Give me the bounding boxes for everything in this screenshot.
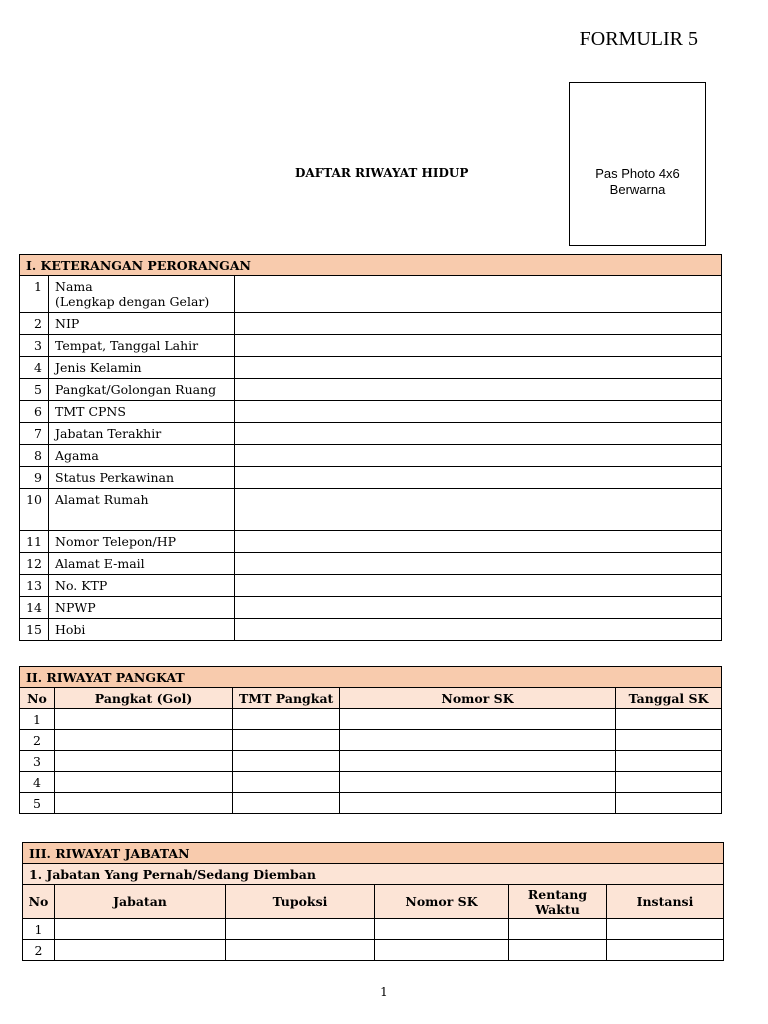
table-row (20, 276, 722, 313)
row-number: 5 (20, 379, 49, 401)
field-value-cell[interactable] (235, 575, 722, 597)
row-number: 14 (20, 597, 49, 619)
data-cell[interactable] (375, 919, 509, 940)
data-cell[interactable] (233, 709, 340, 730)
field-label (49, 401, 235, 423)
field-value-cell[interactable] (235, 597, 722, 619)
field-value-cell[interactable] (235, 489, 722, 531)
data-cell[interactable] (509, 940, 607, 961)
table-row (20, 793, 722, 814)
data-cell[interactable] (340, 751, 616, 772)
rank-history-table (19, 666, 722, 814)
data-cell[interactable] (55, 919, 226, 940)
field-value-cell[interactable] (235, 379, 722, 401)
field-label (49, 553, 235, 575)
field-label (49, 531, 235, 553)
field-label-note: (Lengkap dengan Gelar) (55, 294, 210, 309)
row-number: 3 (20, 751, 55, 772)
table-row (20, 357, 722, 379)
row-number: 2 (20, 730, 55, 751)
data-cell[interactable] (226, 940, 375, 961)
column-header: No (23, 885, 55, 919)
field-label (49, 313, 235, 335)
table-row (20, 423, 722, 445)
table-row (23, 940, 724, 961)
row-number: 12 (20, 553, 49, 575)
row-number: 2 (20, 313, 49, 335)
field-label-text: Nomor Telepon/HP (55, 534, 177, 549)
personal-info-table (19, 254, 722, 641)
field-label (49, 335, 235, 357)
row-number: 15 (20, 619, 49, 641)
field-value-cell[interactable] (235, 553, 722, 575)
field-value-cell[interactable] (235, 313, 722, 335)
field-value-cell[interactable] (235, 531, 722, 553)
column-header: No (20, 688, 55, 709)
table-row (20, 445, 722, 467)
table-row (20, 489, 722, 531)
column-header: Rentang Waktu (509, 885, 607, 919)
column-header: Nomor SK (375, 885, 509, 919)
data-cell[interactable] (233, 793, 340, 814)
section-3-heading: III. RIWAYAT JABATAN (23, 843, 724, 864)
row-number: 1 (23, 919, 55, 940)
row-number: 4 (20, 772, 55, 793)
data-cell[interactable] (340, 793, 616, 814)
field-label (49, 379, 235, 401)
table-row (20, 467, 722, 489)
field-value-cell[interactable] (235, 619, 722, 641)
data-cell[interactable] (616, 730, 722, 751)
field-label-text: Agama (55, 448, 99, 463)
field-value-cell[interactable] (235, 445, 722, 467)
photo-label-line2: Berwarna (609, 182, 666, 197)
row-number: 1 (20, 709, 55, 730)
row-number: 8 (20, 445, 49, 467)
field-label (49, 575, 235, 597)
data-cell[interactable] (616, 751, 722, 772)
field-label (49, 467, 235, 489)
row-number: 11 (20, 531, 49, 553)
field-label-text: Alamat Rumah (55, 492, 149, 507)
field-label-text: Jenis Kelamin (55, 360, 142, 375)
position-history-table (22, 842, 724, 961)
field-label-text: No. KTP (55, 578, 108, 593)
column-header: Instansi (607, 885, 724, 919)
table-row (20, 619, 722, 641)
field-value-cell[interactable] (235, 423, 722, 445)
data-cell[interactable] (616, 772, 722, 793)
table-row (20, 553, 722, 575)
field-value-cell[interactable] (235, 335, 722, 357)
table-row (23, 919, 724, 940)
data-cell[interactable] (607, 919, 724, 940)
row-number: 5 (20, 793, 55, 814)
table-row (20, 575, 722, 597)
table-row (20, 772, 722, 793)
field-label-text: NPWP (55, 600, 96, 615)
row-number: 7 (20, 423, 49, 445)
column-header: TMT Pangkat (233, 688, 340, 709)
field-label-text: Pangkat/Golongan Ruang (55, 382, 217, 397)
data-cell[interactable] (55, 751, 233, 772)
data-cell[interactable] (340, 709, 616, 730)
data-cell[interactable] (55, 730, 233, 751)
data-cell[interactable] (340, 730, 616, 751)
table-row (20, 313, 722, 335)
field-label (49, 597, 235, 619)
data-cell[interactable] (55, 940, 226, 961)
column-header: Tanggal SK (616, 688, 722, 709)
data-cell[interactable] (55, 793, 233, 814)
row-number: 2 (23, 940, 55, 961)
form-number: FORMULIR 5 (579, 28, 698, 50)
field-value-cell[interactable] (235, 357, 722, 379)
field-label (49, 445, 235, 467)
table-row (20, 379, 722, 401)
field-label-text: Hobi (55, 622, 86, 637)
data-cell[interactable] (233, 730, 340, 751)
row-number: 1 (20, 276, 49, 313)
field-value-cell[interactable] (235, 467, 722, 489)
page-title: DAFTAR RIWAYAT HIDUP (295, 166, 469, 180)
field-label (49, 276, 235, 313)
photo-label-line1: Pas Photo 4x6 (595, 166, 680, 181)
data-cell[interactable] (616, 709, 722, 730)
data-cell[interactable] (55, 709, 233, 730)
field-value-cell[interactable] (235, 276, 722, 313)
row-number: 4 (20, 357, 49, 379)
column-header: Tupoksi (226, 885, 375, 919)
column-header: Pangkat (Gol) (55, 688, 233, 709)
data-cell[interactable] (607, 940, 724, 961)
table-row (20, 401, 722, 423)
data-cell[interactable] (375, 940, 509, 961)
column-header: Nomor SK (340, 688, 616, 709)
table-row (20, 531, 722, 553)
data-cell[interactable] (509, 919, 607, 940)
field-label-text: Alamat E-mail (55, 556, 145, 571)
field-label (49, 619, 235, 641)
page-number: 1 (380, 985, 388, 999)
table-row (20, 335, 722, 357)
table-row (20, 597, 722, 619)
data-cell[interactable] (55, 772, 233, 793)
row-number: 3 (20, 335, 49, 357)
table-row (20, 709, 722, 730)
field-label-text: Nama (55, 279, 93, 294)
field-label (49, 357, 235, 379)
row-number: 10 (20, 489, 49, 531)
row-number: 9 (20, 467, 49, 489)
field-label-text: Tempat, Tanggal Lahir (55, 338, 199, 353)
field-value-cell[interactable] (235, 401, 722, 423)
table-row (20, 730, 722, 751)
photo-placeholder-box (569, 82, 706, 246)
field-label-text: TMT CPNS (55, 404, 126, 419)
data-cell[interactable] (340, 772, 616, 793)
field-label-text: Jabatan Terakhir (55, 426, 162, 441)
column-header: Jabatan (55, 885, 226, 919)
section-2-heading: II. RIWAYAT PANGKAT (20, 667, 722, 688)
row-number: 13 (20, 575, 49, 597)
section-1-heading: I. KETERANGAN PERORANGAN (20, 255, 722, 276)
section-3-subheading: 1. Jabatan Yang Pernah/Sedang Diemban (23, 864, 724, 885)
field-label (49, 423, 235, 445)
data-cell[interactable] (233, 772, 340, 793)
field-label (49, 489, 235, 531)
data-cell[interactable] (616, 793, 722, 814)
field-label-text: NIP (55, 316, 80, 331)
data-cell[interactable] (226, 919, 375, 940)
row-number: 6 (20, 401, 49, 423)
table-row (20, 751, 722, 772)
data-cell[interactable] (233, 751, 340, 772)
field-label-text: Status Perkawinan (55, 470, 175, 485)
